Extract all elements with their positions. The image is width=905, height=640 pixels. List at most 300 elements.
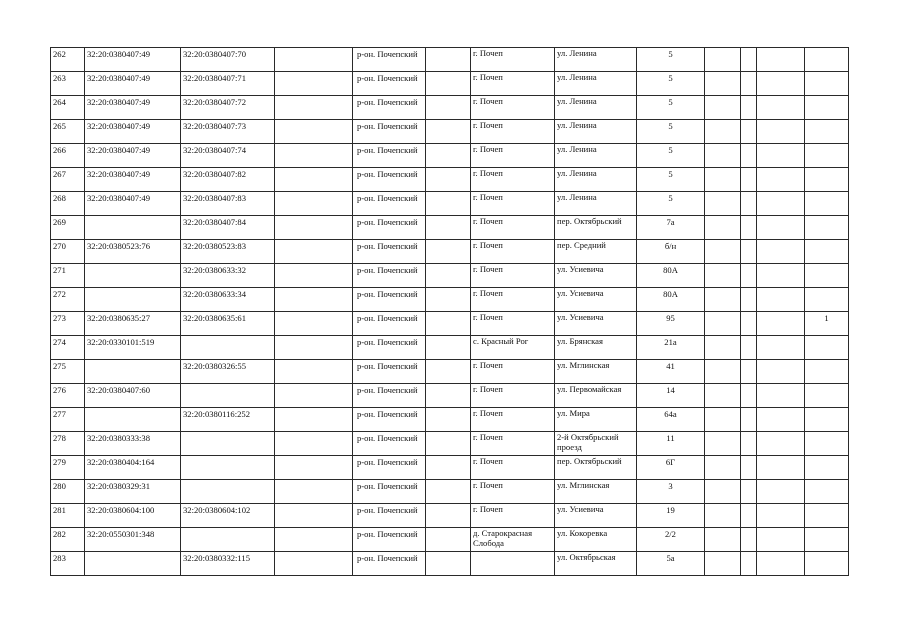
street-cell: 2-й Октябрьский проезд <box>555 432 637 456</box>
cadastral-number-cell <box>181 456 275 480</box>
row-number-cell: 268 <box>51 192 85 216</box>
cadastral-number-cell: 32:20:0380604:102 <box>181 504 275 528</box>
parent-cadastral-number-cell: 32:20:0550301:348 <box>85 528 181 552</box>
empty-cell <box>275 120 353 144</box>
table-row <box>51 192 849 216</box>
empty-cell <box>426 240 471 264</box>
empty-cell <box>757 336 805 360</box>
empty-cell <box>741 384 757 408</box>
empty-cell <box>757 360 805 384</box>
empty-cell <box>426 264 471 288</box>
empty-cell <box>741 48 757 72</box>
empty-cell <box>705 72 741 96</box>
empty-cell <box>275 264 353 288</box>
table-body <box>51 48 849 576</box>
extra-value-cell <box>805 456 849 480</box>
district-cell: р-он. Почепский <box>353 408 426 432</box>
house-number-cell: 3 <box>637 480 705 504</box>
empty-cell <box>757 120 805 144</box>
street-cell: ул. Усиевича <box>555 312 637 336</box>
parent-cadastral-number-cell: 32:20:0330101:519 <box>85 336 181 360</box>
parent-cadastral-number-cell: 32:20:0380635:27 <box>85 312 181 336</box>
empty-cell <box>275 552 353 576</box>
locality-cell: г. Почеп <box>471 384 555 408</box>
table-row <box>51 552 849 576</box>
empty-cell <box>275 528 353 552</box>
empty-cell <box>426 552 471 576</box>
row-number-cell: 262 <box>51 48 85 72</box>
empty-cell <box>705 96 741 120</box>
row-number-cell: 263 <box>51 72 85 96</box>
street-cell: ул. Ленина <box>555 96 637 120</box>
parent-cadastral-number-cell <box>85 216 181 240</box>
empty-cell <box>426 432 471 456</box>
empty-cell <box>757 384 805 408</box>
extra-value-cell <box>805 144 849 168</box>
row-number-cell: 283 <box>51 552 85 576</box>
empty-cell <box>275 96 353 120</box>
house-number-cell: 2/2 <box>637 528 705 552</box>
empty-cell <box>757 264 805 288</box>
empty-cell <box>275 336 353 360</box>
property-registry-table <box>50 47 849 576</box>
cadastral-number-cell <box>181 432 275 456</box>
empty-cell <box>426 312 471 336</box>
street-cell: ул. Ленина <box>555 192 637 216</box>
extra-value-cell <box>805 384 849 408</box>
house-number-cell: 41 <box>637 360 705 384</box>
house-number-cell: 7а <box>637 216 705 240</box>
district-cell: р-он. Почепский <box>353 168 426 192</box>
street-cell: ул. Ленина <box>555 144 637 168</box>
house-number-cell: 5 <box>637 48 705 72</box>
street-cell: ул. Усиевича <box>555 288 637 312</box>
empty-cell <box>275 408 353 432</box>
cadastral-number-cell <box>181 336 275 360</box>
street-cell: пер. Октябрьский <box>555 456 637 480</box>
empty-cell <box>275 72 353 96</box>
empty-cell <box>426 120 471 144</box>
empty-cell <box>757 288 805 312</box>
cadastral-number-cell: 32:20:0380116:252 <box>181 408 275 432</box>
house-number-cell: 14 <box>637 384 705 408</box>
locality-cell: г. Почеп <box>471 408 555 432</box>
row-number-cell: 264 <box>51 96 85 120</box>
empty-cell <box>757 456 805 480</box>
house-number-cell: 21а <box>637 336 705 360</box>
street-cell: ул. Ленина <box>555 120 637 144</box>
district-cell: р-он. Почепский <box>353 288 426 312</box>
locality-cell: г. Почеп <box>471 312 555 336</box>
locality-cell: г. Почеп <box>471 360 555 384</box>
empty-cell <box>741 360 757 384</box>
extra-value-cell <box>805 336 849 360</box>
street-cell: ул. Кокоревка <box>555 528 637 552</box>
table-row <box>51 120 849 144</box>
table-row <box>51 480 849 504</box>
empty-cell <box>426 288 471 312</box>
empty-cell <box>757 480 805 504</box>
parent-cadastral-number-cell <box>85 552 181 576</box>
cadastral-number-cell: 32:20:0380407:71 <box>181 72 275 96</box>
district-cell: р-он. Почепский <box>353 192 426 216</box>
house-number-cell: 5 <box>637 120 705 144</box>
extra-value-cell <box>805 168 849 192</box>
empty-cell <box>426 480 471 504</box>
row-number-cell: 267 <box>51 168 85 192</box>
empty-cell <box>275 432 353 456</box>
house-number-cell: 5 <box>637 192 705 216</box>
empty-cell <box>705 48 741 72</box>
empty-cell <box>741 480 757 504</box>
empty-cell <box>705 144 741 168</box>
extra-value-cell <box>805 48 849 72</box>
empty-cell <box>705 528 741 552</box>
table-row <box>51 96 849 120</box>
empty-cell <box>741 216 757 240</box>
parent-cadastral-number-cell: 32:20:0380404:164 <box>85 456 181 480</box>
house-number-cell: 80А <box>637 288 705 312</box>
empty-cell <box>275 144 353 168</box>
empty-cell <box>705 168 741 192</box>
empty-cell <box>757 216 805 240</box>
house-number-cell: 11 <box>637 432 705 456</box>
house-number-cell: 5 <box>637 144 705 168</box>
row-number-cell: 269 <box>51 216 85 240</box>
district-cell: р-он. Почепский <box>353 552 426 576</box>
house-number-cell: 19 <box>637 504 705 528</box>
extra-value-cell <box>805 552 849 576</box>
cadastral-number-cell: 32:20:0380633:34 <box>181 288 275 312</box>
row-number-cell: 275 <box>51 360 85 384</box>
empty-cell <box>757 528 805 552</box>
table-row <box>51 336 849 360</box>
house-number-cell: 5 <box>637 96 705 120</box>
extra-value-cell <box>805 72 849 96</box>
street-cell: ул. Мира <box>555 408 637 432</box>
parent-cadastral-number-cell: 32:20:0380407:49 <box>85 72 181 96</box>
empty-cell <box>757 144 805 168</box>
empty-cell <box>757 72 805 96</box>
table-row <box>51 528 849 552</box>
empty-cell <box>741 96 757 120</box>
row-number-cell: 274 <box>51 336 85 360</box>
parent-cadastral-number-cell: 32:20:0380333:38 <box>85 432 181 456</box>
table-row <box>51 48 849 72</box>
street-cell: ул. Брянская <box>555 336 637 360</box>
empty-cell <box>757 240 805 264</box>
extra-value-cell <box>805 408 849 432</box>
empty-cell <box>275 240 353 264</box>
street-cell: пер. Средний <box>555 240 637 264</box>
empty-cell <box>705 240 741 264</box>
row-number-cell: 273 <box>51 312 85 336</box>
empty-cell <box>741 456 757 480</box>
row-number-cell: 265 <box>51 120 85 144</box>
parent-cadastral-number-cell: 32:20:0380407:60 <box>85 384 181 408</box>
house-number-cell: 6Г <box>637 456 705 480</box>
cadastral-number-cell: 32:20:0380523:83 <box>181 240 275 264</box>
district-cell: р-он. Почепский <box>353 264 426 288</box>
house-number-cell: 5 <box>637 168 705 192</box>
locality-cell: г. Почеп <box>471 240 555 264</box>
cadastral-number-cell: 32:20:0380407:84 <box>181 216 275 240</box>
cadastral-number-cell <box>181 384 275 408</box>
empty-cell <box>426 144 471 168</box>
locality-cell: г. Почеп <box>471 120 555 144</box>
district-cell: р-он. Почепский <box>353 432 426 456</box>
parent-cadastral-number-cell <box>85 264 181 288</box>
empty-cell <box>275 360 353 384</box>
empty-cell <box>741 336 757 360</box>
district-cell: р-он. Почепский <box>353 336 426 360</box>
district-cell: р-он. Почепский <box>353 312 426 336</box>
empty-cell <box>741 552 757 576</box>
cadastral-number-cell: 32:20:0380332:115 <box>181 552 275 576</box>
locality-cell: г. Почеп <box>471 96 555 120</box>
table-row <box>51 72 849 96</box>
district-cell: р-он. Почепский <box>353 96 426 120</box>
cadastral-number-cell: 32:20:0380407:70 <box>181 48 275 72</box>
extra-value-cell <box>805 288 849 312</box>
empty-cell <box>705 288 741 312</box>
empty-cell <box>705 456 741 480</box>
table-row <box>51 504 849 528</box>
extra-value-cell <box>805 480 849 504</box>
row-number-cell: 270 <box>51 240 85 264</box>
parent-cadastral-number-cell: 32:20:0380329:31 <box>85 480 181 504</box>
parent-cadastral-number-cell <box>85 408 181 432</box>
row-number-cell: 282 <box>51 528 85 552</box>
empty-cell <box>426 96 471 120</box>
district-cell: р-он. Почепский <box>353 144 426 168</box>
cadastral-number-cell: 32:20:0380633:32 <box>181 264 275 288</box>
parent-cadastral-number-cell <box>85 288 181 312</box>
empty-cell <box>426 72 471 96</box>
street-cell: ул. Мглинская <box>555 360 637 384</box>
empty-cell <box>426 48 471 72</box>
extra-value-cell <box>805 216 849 240</box>
row-number-cell: 278 <box>51 432 85 456</box>
empty-cell <box>705 192 741 216</box>
extra-value-cell <box>805 120 849 144</box>
empty-cell <box>705 504 741 528</box>
street-cell: ул. Ленина <box>555 48 637 72</box>
locality-cell: д. Старокрасная Слобода <box>471 528 555 552</box>
cadastral-number-cell: 32:20:0380407:72 <box>181 96 275 120</box>
empty-cell <box>275 312 353 336</box>
district-cell: р-он. Почепский <box>353 480 426 504</box>
extra-value-cell <box>805 192 849 216</box>
empty-cell <box>705 408 741 432</box>
house-number-cell: 5а <box>637 552 705 576</box>
empty-cell <box>705 264 741 288</box>
empty-cell <box>757 408 805 432</box>
row-number-cell: 276 <box>51 384 85 408</box>
extra-value-cell <box>805 264 849 288</box>
house-number-cell: 95 <box>637 312 705 336</box>
locality-cell <box>471 552 555 576</box>
empty-cell <box>741 240 757 264</box>
empty-cell <box>426 408 471 432</box>
empty-cell <box>275 192 353 216</box>
district-cell: р-он. Почепский <box>353 72 426 96</box>
empty-cell <box>757 432 805 456</box>
street-cell: ул. Первомайская <box>555 384 637 408</box>
locality-cell: г. Почеп <box>471 264 555 288</box>
table-row <box>51 168 849 192</box>
empty-cell <box>275 216 353 240</box>
locality-cell: г. Почеп <box>471 288 555 312</box>
empty-cell <box>757 192 805 216</box>
parent-cadastral-number-cell <box>85 360 181 384</box>
table-row <box>51 384 849 408</box>
table-row <box>51 288 849 312</box>
extra-value-cell <box>805 240 849 264</box>
empty-cell <box>741 168 757 192</box>
extra-value-cell: 1 <box>805 312 849 336</box>
empty-cell <box>426 456 471 480</box>
parent-cadastral-number-cell: 32:20:0380407:49 <box>85 192 181 216</box>
street-cell: ул. Октябрьская <box>555 552 637 576</box>
district-cell: р-он. Почепский <box>353 240 426 264</box>
parent-cadastral-number-cell: 32:20:0380407:49 <box>85 48 181 72</box>
row-number-cell: 281 <box>51 504 85 528</box>
parent-cadastral-number-cell: 32:20:0380407:49 <box>85 96 181 120</box>
empty-cell <box>275 504 353 528</box>
empty-cell <box>741 72 757 96</box>
table-row <box>51 360 849 384</box>
empty-cell <box>757 96 805 120</box>
street-cell: ул. Ленина <box>555 72 637 96</box>
cadastral-number-cell: 32:20:0380407:83 <box>181 192 275 216</box>
street-cell: пер. Октябрьский <box>555 216 637 240</box>
house-number-cell: 80А <box>637 264 705 288</box>
row-number-cell: 277 <box>51 408 85 432</box>
empty-cell <box>705 552 741 576</box>
empty-cell <box>426 336 471 360</box>
district-cell: р-он. Почепский <box>353 48 426 72</box>
row-number-cell: 271 <box>51 264 85 288</box>
table-row <box>51 144 849 168</box>
empty-cell <box>741 528 757 552</box>
house-number-cell: 64а <box>637 408 705 432</box>
empty-cell <box>426 192 471 216</box>
empty-cell <box>705 480 741 504</box>
row-number-cell: 279 <box>51 456 85 480</box>
empty-cell <box>741 264 757 288</box>
empty-cell <box>741 408 757 432</box>
parent-cadastral-number-cell: 32:20:0380604:100 <box>85 504 181 528</box>
empty-cell <box>741 120 757 144</box>
extra-value-cell <box>805 360 849 384</box>
row-number-cell: 266 <box>51 144 85 168</box>
street-cell: ул. Мглинская <box>555 480 637 504</box>
parent-cadastral-number-cell: 32:20:0380407:49 <box>85 144 181 168</box>
empty-cell <box>705 432 741 456</box>
street-cell: ул. Ленина <box>555 168 637 192</box>
locality-cell: г. Почеп <box>471 168 555 192</box>
table-row <box>51 312 849 336</box>
table-row <box>51 240 849 264</box>
extra-value-cell <box>805 96 849 120</box>
cadastral-number-cell <box>181 528 275 552</box>
empty-cell <box>757 312 805 336</box>
locality-cell: г. Почеп <box>471 216 555 240</box>
empty-cell <box>741 288 757 312</box>
parent-cadastral-number-cell: 32:20:0380407:49 <box>85 120 181 144</box>
cadastral-number-cell: 32:20:0380407:73 <box>181 120 275 144</box>
locality-cell: с. Красный Рог <box>471 336 555 360</box>
locality-cell: г. Почеп <box>471 72 555 96</box>
district-cell: р-он. Почепский <box>353 528 426 552</box>
empty-cell <box>426 360 471 384</box>
empty-cell <box>757 552 805 576</box>
empty-cell <box>705 336 741 360</box>
district-cell: р-он. Почепский <box>353 120 426 144</box>
empty-cell <box>705 360 741 384</box>
empty-cell <box>426 504 471 528</box>
empty-cell <box>741 144 757 168</box>
cadastral-number-cell: 32:20:0380635:61 <box>181 312 275 336</box>
empty-cell <box>275 288 353 312</box>
extra-value-cell <box>805 504 849 528</box>
empty-cell <box>705 384 741 408</box>
district-cell: р-он. Почепский <box>353 504 426 528</box>
empty-cell <box>741 312 757 336</box>
empty-cell <box>741 504 757 528</box>
cadastral-number-cell <box>181 480 275 504</box>
row-number-cell: 272 <box>51 288 85 312</box>
parent-cadastral-number-cell: 32:20:0380523:76 <box>85 240 181 264</box>
table-row <box>51 408 849 432</box>
empty-cell <box>275 456 353 480</box>
district-cell: р-он. Почепский <box>353 456 426 480</box>
row-number-cell: 280 <box>51 480 85 504</box>
empty-cell <box>275 384 353 408</box>
empty-cell <box>741 192 757 216</box>
empty-cell <box>275 480 353 504</box>
empty-cell <box>426 168 471 192</box>
empty-cell <box>757 168 805 192</box>
district-cell: р-он. Почепский <box>353 384 426 408</box>
extra-value-cell <box>805 432 849 456</box>
empty-cell <box>705 120 741 144</box>
locality-cell: г. Почеп <box>471 144 555 168</box>
district-cell: р-он. Почепский <box>353 216 426 240</box>
table-row <box>51 216 849 240</box>
locality-cell: г. Почеп <box>471 192 555 216</box>
house-number-cell: б/н <box>637 240 705 264</box>
street-cell: ул. Усиевича <box>555 264 637 288</box>
locality-cell: г. Почеп <box>471 432 555 456</box>
table-row <box>51 456 849 480</box>
empty-cell <box>757 504 805 528</box>
empty-cell <box>741 432 757 456</box>
table-row <box>51 432 849 456</box>
empty-cell <box>426 384 471 408</box>
extra-value-cell <box>805 528 849 552</box>
locality-cell: г. Почеп <box>471 48 555 72</box>
house-number-cell: 5 <box>637 72 705 96</box>
empty-cell <box>705 216 741 240</box>
locality-cell: г. Почеп <box>471 504 555 528</box>
locality-cell: г. Почеп <box>471 480 555 504</box>
cadastral-number-cell: 32:20:0380326:55 <box>181 360 275 384</box>
empty-cell <box>275 168 353 192</box>
empty-cell <box>275 48 353 72</box>
street-cell: ул. Усиевича <box>555 504 637 528</box>
